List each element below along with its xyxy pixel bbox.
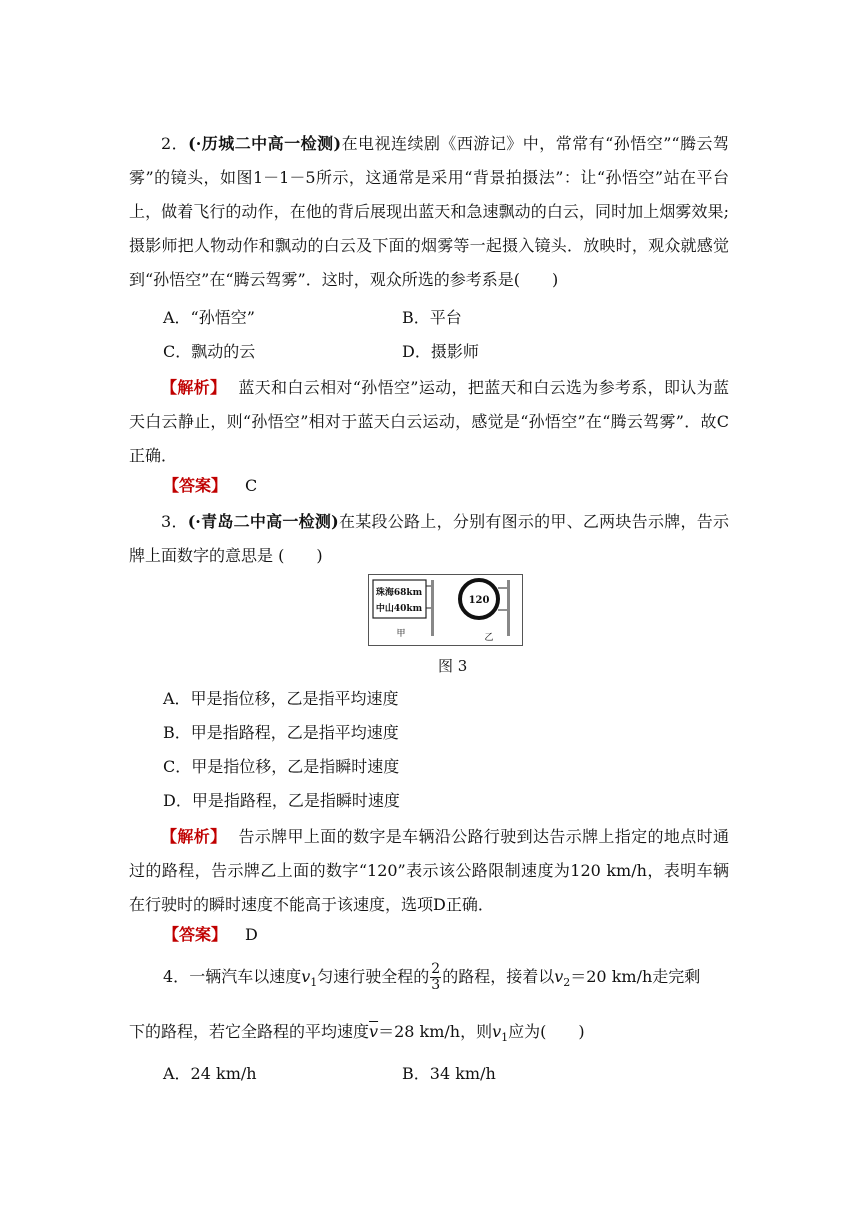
- question-3-source: (·青岛二中高一检测): [187, 512, 339, 531]
- q4-text-c: 的路程，接着以: [442, 967, 555, 986]
- sign-b-label: 乙: [484, 633, 494, 643]
- question-3-number: 3．: [161, 512, 188, 531]
- q4-v1-sub: 1: [310, 976, 318, 990]
- q4-text-a: 一辆汽车以速度: [189, 967, 302, 986]
- q4-line2-c: 应为( ): [508, 1022, 585, 1041]
- q4-v1: v: [301, 967, 311, 986]
- q4-frac-den: 3: [431, 977, 441, 993]
- q4-option-b: B．34 km/h: [402, 1064, 496, 1083]
- q4-v1b-sub: 1: [501, 1031, 509, 1045]
- question-2-source: (·历城二中高一检测): [188, 134, 342, 153]
- question-3: [129, 505, 729, 573]
- sign-a-line1: 珠海68km: [375, 588, 423, 598]
- q3-option-c: C．甲是指位移，乙是指瞬时速度: [163, 757, 400, 776]
- q3-option-d: D．甲是指路程，乙是指瞬时速度: [163, 791, 400, 810]
- q2-answer-label: 【答案】: [163, 476, 228, 495]
- sign-b-post: [507, 580, 510, 636]
- question-4-line1: [163, 962, 700, 998]
- sign-a-label: 甲: [396, 629, 406, 639]
- sign-a-line2: 中山40km: [375, 604, 423, 614]
- question-2-text: 在电视连续剧《西游记》中，常常有“孙悟空”“腾云驾雾”的镜头，如图1－1－5所示，这通常是采用“背景拍摄法”：让“孙悟空”站在平台上，做着飞行的动作，在他的背后展现出蓝天和急速飘动的白云，同时加上烟雾效果;摄影师把人物动作和飘动的白云及下面的烟雾等一起摄入镜头．放映时，观众就感觉到“孙悟空”在“腾云驾雾”．这时，观众所选的参考系是( ): [129, 134, 729, 289]
- q4-line2-b: ＝28 km/h，则: [378, 1022, 493, 1041]
- q4-text-d: ＝20 km/h走完剩: [570, 967, 701, 986]
- q2-option-d: D．摄影师: [402, 342, 479, 361]
- q4-option-a: A．24 km/h: [163, 1064, 257, 1083]
- q3-answer: [163, 925, 258, 945]
- q4-frac-num: 2: [431, 961, 441, 977]
- q4-v2: v: [554, 967, 564, 986]
- q2-analysis-label: 【解析】: [161, 378, 227, 397]
- q4-v2-sub: 2: [563, 976, 571, 990]
- question-4-line2: [129, 1022, 585, 1048]
- q3-analysis: [129, 820, 729, 922]
- q3-analysis-label: 【解析】: [161, 827, 227, 846]
- question-2-number: 2．: [161, 134, 189, 153]
- q4-vbar: $\overline{v}$: [369, 1022, 379, 1041]
- question-2: [129, 127, 729, 297]
- sign-a-post: [431, 580, 434, 636]
- q2-option-a: A．“孙悟空”: [163, 308, 255, 327]
- q4-line2-a: 下的路程，若它全路程的平均速度: [129, 1022, 370, 1041]
- q2-option-c: C．飘动的云: [163, 342, 256, 361]
- question-3-text: 在某段公路上，分别有图示的甲、乙两块告示牌，告示牌上面数字的意思是 ( ): [129, 512, 729, 565]
- q3-answer-label: 【答案】: [163, 925, 228, 944]
- q3-option-b: B．甲是指路程，乙是指平均速度: [163, 723, 399, 742]
- q3-option-a: A．甲是指位移，乙是指平均速度: [163, 689, 399, 708]
- q4-fraction: [430, 962, 441, 993]
- question-4-number: 4．: [163, 967, 190, 986]
- q3-answer-value: D: [245, 925, 258, 944]
- q2-option-b: B．平台: [402, 308, 462, 327]
- q2-analysis-text: 蓝天和白云相对“孙悟空”运动，把蓝天和白云选为参考系，即认为蓝天白云静止，则“孙悟空”相对于蓝天白云运动，感觉是“孙悟空”在“腾云驾雾”．故C正确．: [129, 378, 729, 465]
- q4-text-b: 匀速行驶全程的: [317, 967, 430, 986]
- q4-v1b: v: [492, 1022, 502, 1041]
- road-signs-figure: [368, 574, 523, 646]
- q2-analysis: [129, 371, 729, 473]
- sign-b-value: 120: [468, 595, 490, 606]
- q3-analysis-text: 告示牌甲上面的数字是车辆沿公路行驶到达告示牌上指定的地点时通过的路程，告示牌乙上面的数字“120”表示该公路限制速度为120 km/h，表明车辆在行驶时的瞬时速度不能高于该速度，选项D正确．: [129, 827, 729, 914]
- q2-answer-value: C: [245, 476, 258, 495]
- q2-answer: [163, 476, 257, 496]
- figure-caption: 图 3: [438, 657, 468, 675]
